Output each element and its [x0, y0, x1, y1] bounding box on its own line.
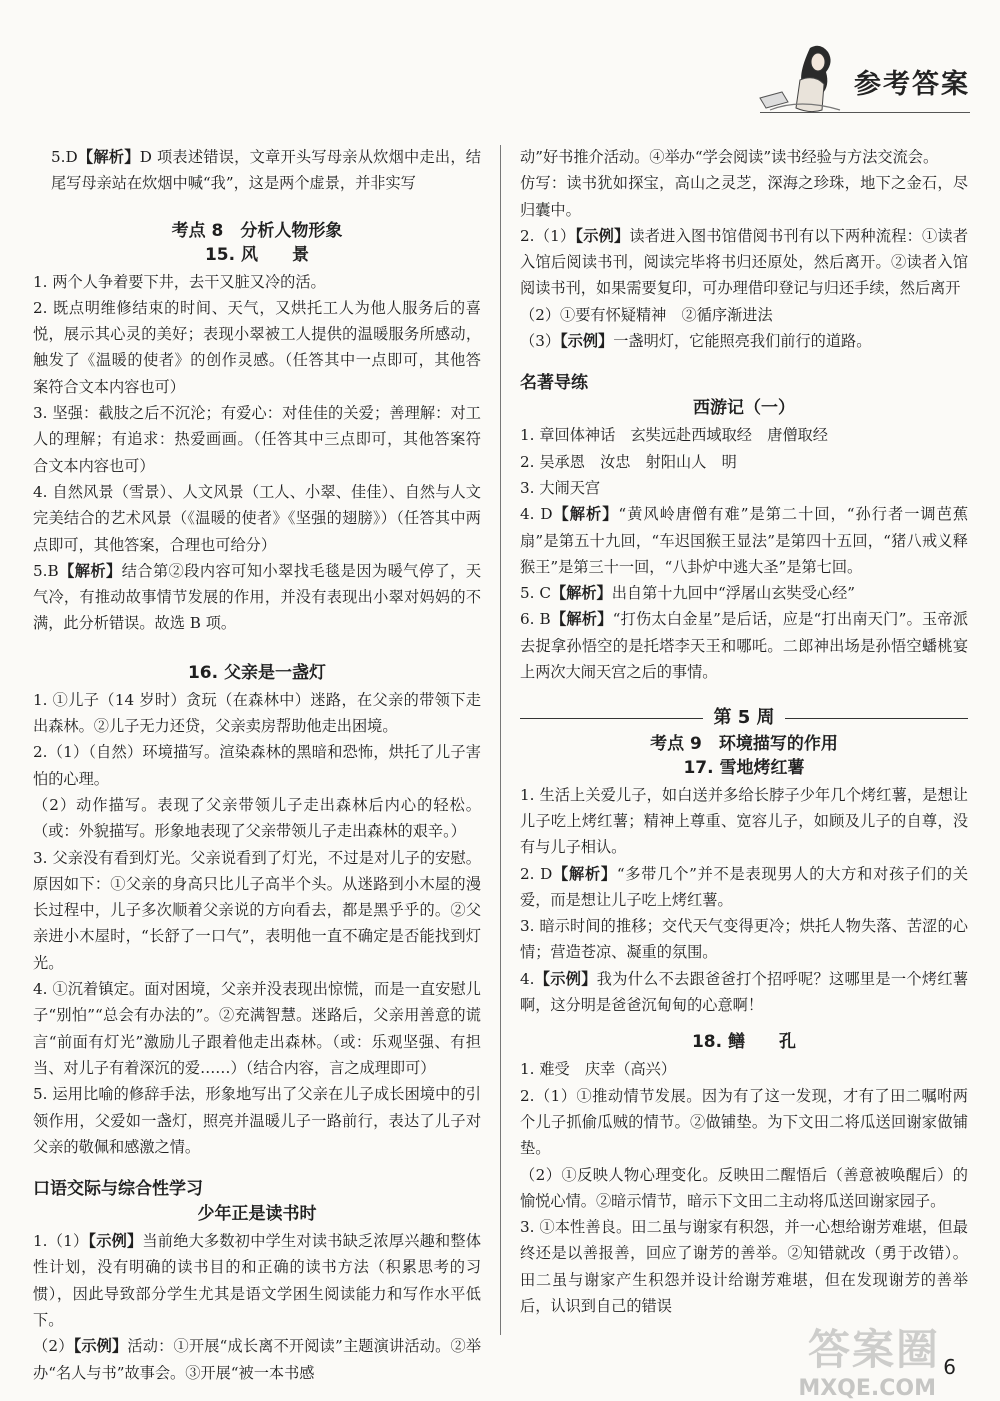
answer-item: 1. 生活上关爱儿子，如白送并多给长脖子少年几个烤红薯，是想让儿子吃上烤红薯；精神上尊重、宽容儿子，如顾及儿子的自尊，没有与儿子相认。: [520, 785, 968, 857]
story-title: 16. 父亲是一盏灯: [187, 662, 327, 683]
story-title: 18. 鳝 孔: [691, 1032, 797, 1053]
answer-item: 1. 难受 庆幸（高兴）: [520, 1060, 677, 1079]
page-header: [750, 40, 970, 120]
answer-item: 仿写：读书犹如探宝，高山之灵芝，深海之珍珠，地下之金石，尽归囊中。: [520, 174, 968, 219]
story-title: 17. 雪地烤红薯: [683, 757, 805, 778]
watermark-logo: 答案圈: [807, 1325, 940, 1374]
answer-item: （2）动作描写。表现了父亲带领儿子走出森林后内心的轻松。（或：外貌描写。形象地表现了父亲带领儿子走出森林的艰辛。）: [33, 795, 481, 841]
answer-item: 4. D【解析】“黄风岭唐僧有难”是第二十回，“孙行者一调芭蕉扇”是第五十九回，“车迟国猴王显法”是第四十五回，“猪八戒义释猴王”是第三十一回，“八卦炉中逃大圣”是第七回。: [520, 505, 969, 576]
watermark-url: MXQE.COM: [798, 1376, 936, 1401]
answer-item: （2）【示例】活动：①开展“成长离不开阅读”主题演讲活动。②举办“名人与书”故事会。③开展“被一本书感: [33, 1337, 482, 1382]
answer-item: 2.（1）（自然）环境描写。渲染森林的黑暗和恐怖，烘托了儿子害怕的心理。: [33, 743, 481, 788]
answer-item: 4. 自然风景（雪景）、人文风景（工人、小翠、佳佳）、自然与人文完美结合的艺术风景（《温暖的使者》《坚强的翅膀》）（任答其中两点即可，其他答案，合理也可给分）: [33, 482, 481, 554]
header-title: 参考答案: [854, 69, 970, 100]
answer-item: 6. B【解析】“打伤太白金星”是后话，应是“打出南天门”。玉帝派去捉拿孙悟空的是托塔李天王和哪吒。二郎神出场是孙悟空蟠桃宴上两次大闹天宫之后的事情。: [520, 610, 969, 682]
answer-item: 3. 暗示时间的推移；交代天气变得更冷；烘托人物失落、苦涩的心情；营造苍凉、凝重的氛围。: [520, 917, 968, 962]
answer-item: 5. 运用比喻的修辞手法，形象地写出了父亲在儿子成长困境中的引领作用，父爱如一盏灯，照亮并温暖儿子一路前行，表达了儿子对父亲的敬佩和感激之情。: [33, 1085, 481, 1156]
section-heading: 考点 8 分析人物形象: [171, 220, 343, 241]
answer-item: 1.（1）【示例】当前绝大多数初中学生对读书缺乏浓厚兴趣和整体性计划，没有明确的读书目的和正确的读书方法（积累思考的习惯），因此导致部分学生尤其是语文学困生阅读能力和写作水平低下。: [33, 1232, 482, 1329]
answer-item: 4. ①沉着镇定。面对困境，父亲并没表现出惊慌，而是一直安慰儿子“别怕”“总会有办法的”。②充满智慧。迷路后，父亲用善意的谎言“前面有灯光”激励儿子跟着他走出森林。（或：乐观坚强、有担当、对儿子有着深沉的爱……）（结合内容，言之成理即可）: [33, 980, 481, 1077]
answer-item: 5.D【解析】D 项表述错误，文章开头写母亲从炊烟中走出，结尾写母亲站在炊烟中喊“我”，这是两个虚景，并非实写: [51, 148, 481, 193]
header-rule: [760, 112, 970, 113]
answer-item: 1. 两个人争着要下井，去干又脏又冷的活。: [33, 272, 326, 291]
story-title: 15. 风 景: [204, 244, 310, 265]
answer-item: 1. 章回体神话 玄奘远赴西域取经 唐僧取经: [520, 426, 828, 445]
week-heading: 第 5 周: [520, 705, 968, 731]
answer-item: （2）①要有怀疑精神 ②循序渐进法: [520, 305, 773, 324]
answer-item: 2. 既点明维修结束的时间、天气，又烘托工人为他人服务后的喜悦，展示其心灵的美好；表现小翠被工人提供的温暖服务所感动，触发了《温暖的使者》的创作灵感。（任答其中一点即可，其他答案符合文本内容也可）: [33, 298, 481, 396]
section-heading: 口语交际与综合性学习: [33, 1179, 203, 1200]
answer-item: 3. 大闹天宫: [520, 478, 601, 497]
answer-item: 2.（1）【示例】读者进入图书馆借阅书刊有以下两种流程：①读者入馆后阅读书刊，阅读完毕将书归还原处，然后离开。②读者入馆阅读书刊，如果需要复印，可办理借印登记与归还手续，然后离开: [520, 226, 969, 298]
right-column: [520, 144, 968, 1319]
answer-item: 3. 父亲没有看到灯光。父亲说看到了灯光，不过是对儿子的安慰。原因如下：①父亲的身高只比儿子高半个头。从迷路到小木屋的漫长过程中，儿子多次顺着父亲说的方向看去，都是黑乎乎的。②父亲进小木屋时，“长舒了一口气”，表明他一直不确定是否能找到灯光。: [33, 848, 481, 972]
answer-item: 4.【示例】我为什么不去跟爸爸打个招呼呢？这哪里是一个烤红薯啊，这分明是爸爸沉甸甸的心意啊！: [520, 969, 969, 1015]
section-heading: 考点 9 环境描写的作用: [650, 733, 838, 754]
story-title: 少年正是读书时: [197, 1204, 317, 1225]
answer-item: 2.（1）①推动情节发展。因为有了这一发现，才有了田二嘱咐两个儿子抓偷瓜贼的情节。②做铺垫。为下文田二将瓜送回谢家做铺垫。: [520, 1086, 968, 1158]
answer-item: 3. 坚强：截肢之后不沉沦；有爱心：对佳佳的关爱；善理解：对工人的理解；有追求：热爱画画。（任答其中三点即可，其他答案符合文本内容也可）: [33, 404, 481, 475]
answer-item: 5.B【解析】结合第②段内容可知小翠找毛毯是因为暖气停了，天气冷，有推动故事情节发展的作用，并没有表现出小翠对妈妈的不满，此分析错误。故选 B 项。: [33, 561, 482, 633]
column-divider: [500, 145, 501, 1335]
answer-item: 2. 吴承恩 汝忠 射阳山人 明: [520, 452, 737, 471]
answer-item: （2）①反映人物心理变化。反映田二醒悟后（善意被唤醒后）的愉悦心情。②暗示情节，暗示下文田二主动将瓜送回谢家园子。: [520, 1165, 968, 1210]
section-heading: 名著导练: [520, 373, 588, 394]
page-number: 6: [943, 1355, 956, 1379]
answer-item: 2. D【解析】“多带几个”并不是表现男人的大方和对孩子们的关爱，而是想让儿子吃上烤红薯。: [520, 864, 969, 909]
story-title: 西游记（一）: [693, 398, 795, 419]
answer-item: 5. C【解析】出自第十九回中“浮屠山玄奘受心经”: [520, 584, 856, 603]
answer-item: （3）【示例】一盏明灯，它能照亮我们前行的道路。: [520, 332, 872, 351]
answer-item: 动”好书推介活动。④举办“学会阅读”读书经验与方法交流会。: [520, 148, 939, 166]
answer-item: 1. ①儿子（14 岁时）贪玩（在森林中）迷路，在父亲的带领下走出森林。②儿子无力还贷，父亲卖房帮助他走出困境。: [33, 690, 481, 736]
answer-item: 3. ①本性善良。田二虽与谢家有积怨，并一心想给谢芳难堪，但最终还是以善报善，回应了谢芳的善举。②知错就改（勇于改错）。田二虽与谢家产生积怨并设计给谢芳难堪，但在发现谢芳的善举后，认识到自己的错误: [520, 1218, 968, 1315]
left-column: [33, 144, 481, 1386]
girl-reading-illustration-icon: [750, 40, 860, 120]
